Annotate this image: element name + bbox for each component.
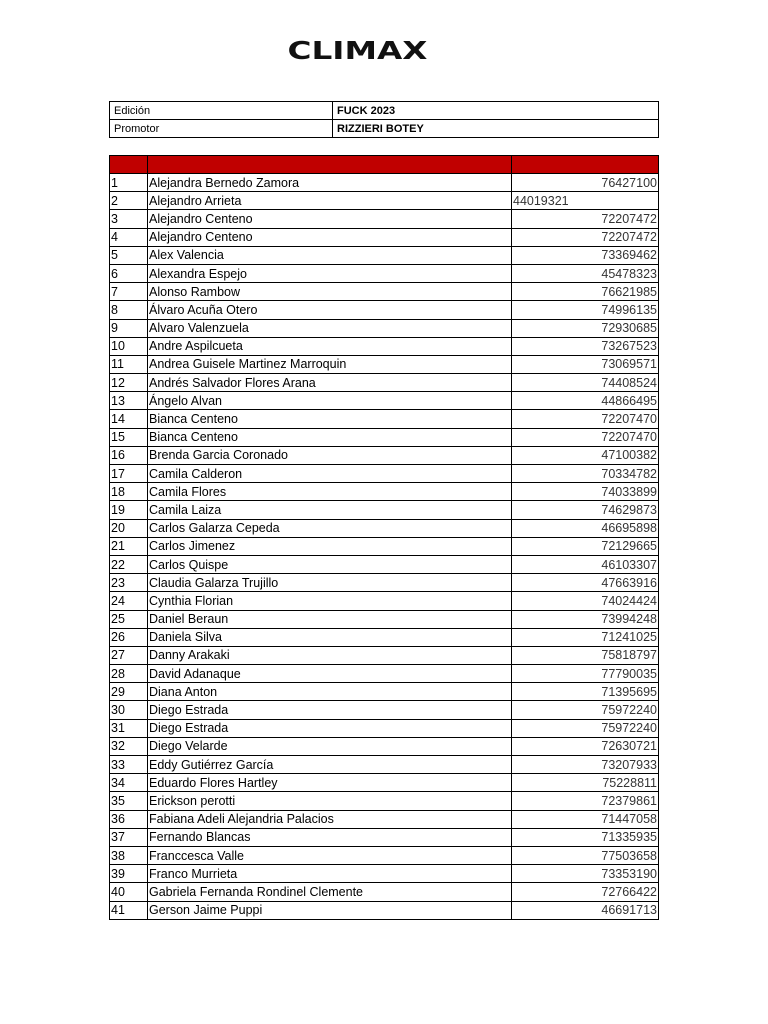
table-row <box>110 592 659 610</box>
guest-name: Franco Murrieta <box>148 865 512 883</box>
guest-id: 71395695 <box>512 683 659 701</box>
row-number: 26 <box>110 628 148 646</box>
edition-value: FUCK 2023 <box>333 102 659 120</box>
guest-id: 75818797 <box>512 646 659 664</box>
row-number: 2 <box>110 192 148 210</box>
row-number: 12 <box>110 374 148 392</box>
row-number: 17 <box>110 465 148 483</box>
row-number: 28 <box>110 665 148 683</box>
table-row <box>110 665 659 683</box>
guest-name: Carlos Quispe <box>148 555 512 573</box>
table-row <box>110 555 659 573</box>
row-number: 40 <box>110 883 148 901</box>
guest-name: Alexandra Espejo <box>148 264 512 282</box>
table-row <box>110 828 659 846</box>
guest-name: Álvaro Acuña Otero <box>148 301 512 319</box>
row-number: 36 <box>110 810 148 828</box>
row-number: 31 <box>110 719 148 737</box>
guest-name: Carlos Jimenez <box>148 537 512 555</box>
guest-name: Diego Estrada <box>148 701 512 719</box>
table-row <box>110 883 659 901</box>
guest-name: Fabiana Adeli Alejandria Palacios <box>148 810 512 828</box>
row-number: 20 <box>110 519 148 537</box>
row-number: 11 <box>110 355 148 373</box>
guest-name: Camila Laiza <box>148 501 512 519</box>
table-row <box>110 319 659 337</box>
header-cell-name <box>148 156 512 174</box>
table-row <box>110 465 659 483</box>
guest-id: 72129665 <box>512 537 659 555</box>
row-number: 29 <box>110 683 148 701</box>
row-number: 15 <box>110 428 148 446</box>
guest-name: Eddy Gutiérrez García <box>148 756 512 774</box>
guest-id: 72379861 <box>512 792 659 810</box>
guest-id: 77503658 <box>512 846 659 864</box>
table-row <box>110 228 659 246</box>
guest-id: 44866495 <box>512 392 659 410</box>
table-row <box>110 337 659 355</box>
guest-name: Eduardo Flores Hartley <box>148 774 512 792</box>
row-number: 18 <box>110 483 148 501</box>
row-number: 41 <box>110 901 148 919</box>
row-number: 23 <box>110 574 148 592</box>
row-number: 30 <box>110 701 148 719</box>
table-header-row <box>110 156 659 174</box>
guest-name: Diego Estrada <box>148 719 512 737</box>
row-number: 24 <box>110 592 148 610</box>
row-number: 33 <box>110 756 148 774</box>
row-number: 37 <box>110 828 148 846</box>
row-number: 34 <box>110 774 148 792</box>
guest-id: 75972240 <box>512 719 659 737</box>
table-row <box>110 192 659 210</box>
guest-id: 72207472 <box>512 210 659 228</box>
guest-id: 71241025 <box>512 628 659 646</box>
row-number: 16 <box>110 446 148 464</box>
guest-id: 73369462 <box>512 246 659 264</box>
guest-name: Daniel Beraun <box>148 610 512 628</box>
guest-name: Diana Anton <box>148 683 512 701</box>
guest-id: 75228811 <box>512 774 659 792</box>
table-row <box>110 610 659 628</box>
row-number: 6 <box>110 264 148 282</box>
table-row <box>110 901 659 919</box>
table-row <box>110 774 659 792</box>
guest-name: Fernando Blancas <box>148 828 512 846</box>
row-number: 8 <box>110 301 148 319</box>
guest-id: 44019321 <box>512 192 659 210</box>
row-number: 3 <box>110 210 148 228</box>
table-row <box>110 810 659 828</box>
guest-id: 72207472 <box>512 228 659 246</box>
guest-list-table <box>109 155 659 920</box>
row-number: 32 <box>110 737 148 755</box>
header-cell-id <box>512 156 659 174</box>
guest-name: Diego Velarde <box>148 737 512 755</box>
header-cell-number <box>110 156 148 174</box>
guest-id: 77790035 <box>512 665 659 683</box>
guest-id: 72207470 <box>512 428 659 446</box>
table-row <box>110 446 659 464</box>
row-number: 39 <box>110 865 148 883</box>
table-row <box>110 428 659 446</box>
table-row <box>110 374 659 392</box>
table-row <box>110 537 659 555</box>
guest-name: Danny Arakaki <box>148 646 512 664</box>
guest-id: 71447058 <box>512 810 659 828</box>
guest-name: David Adanaque <box>148 665 512 683</box>
row-number: 1 <box>110 174 148 192</box>
table-row <box>110 501 659 519</box>
guest-name: Brenda Garcia Coronado <box>148 446 512 464</box>
guest-name: Ángelo Alvan <box>148 392 512 410</box>
table-row <box>110 301 659 319</box>
table-row <box>110 174 659 192</box>
table-row <box>110 246 659 264</box>
guest-name: Andrea Guisele Martinez Marroquin <box>148 355 512 373</box>
promoter-value: RIZZIERI BOTEY <box>333 120 659 138</box>
climax-logo <box>287 37 428 63</box>
table-row <box>110 719 659 737</box>
guest-name: Daniela Silva <box>148 628 512 646</box>
row-number: 4 <box>110 228 148 246</box>
guest-name: Alejandro Centeno <box>148 210 512 228</box>
guest-name: Camila Calderon <box>148 465 512 483</box>
guest-name: Alejandro Arrieta <box>148 192 512 210</box>
guest-id: 46695898 <box>512 519 659 537</box>
row-number: 38 <box>110 846 148 864</box>
guest-id: 73207933 <box>512 756 659 774</box>
guest-name: Gabriela Fernanda Rondinel Clemente <box>148 883 512 901</box>
guest-id: 46691713 <box>512 901 659 919</box>
row-number: 14 <box>110 410 148 428</box>
table-row <box>110 792 659 810</box>
guest-id: 71335935 <box>512 828 659 846</box>
guest-id: 73267523 <box>512 337 659 355</box>
climax-logo-wordmark <box>287 37 428 63</box>
table-row <box>110 865 659 883</box>
guest-id: 70334782 <box>512 465 659 483</box>
table-row <box>110 683 659 701</box>
guest-id: 45478323 <box>512 264 659 282</box>
guest-id: 75972240 <box>512 701 659 719</box>
table-row <box>110 701 659 719</box>
table-row <box>110 283 659 301</box>
guest-id: 76427100 <box>512 174 659 192</box>
guest-name: Cynthia Florian <box>148 592 512 610</box>
guest-name: Andre Aspilcueta <box>148 337 512 355</box>
table-row <box>110 519 659 537</box>
row-number: 9 <box>110 319 148 337</box>
guest-id: 72930685 <box>512 319 659 337</box>
guest-id: 72207470 <box>512 410 659 428</box>
guest-name: Erickson perotti <box>148 792 512 810</box>
guest-name: Alvaro Valenzuela <box>148 319 512 337</box>
table-row <box>110 264 659 282</box>
guest-name: Alejandro Centeno <box>148 228 512 246</box>
table-row <box>110 737 659 755</box>
edition-label: Edición <box>110 102 333 120</box>
guest-id: 74996135 <box>512 301 659 319</box>
table-row <box>110 646 659 664</box>
table-row <box>110 210 659 228</box>
guest-id: 74024424 <box>512 592 659 610</box>
table-row <box>110 574 659 592</box>
row-number: 7 <box>110 283 148 301</box>
row-number: 10 <box>110 337 148 355</box>
edition-info-table <box>109 101 659 138</box>
table-row <box>110 410 659 428</box>
guest-id: 76621985 <box>512 283 659 301</box>
table-row <box>110 483 659 501</box>
table-row <box>110 355 659 373</box>
guest-name: Camila Flores <box>148 483 512 501</box>
row-number: 27 <box>110 646 148 664</box>
guest-id: 74408524 <box>512 374 659 392</box>
guest-id: 72766422 <box>512 883 659 901</box>
row-number: 5 <box>110 246 148 264</box>
guest-id: 47663916 <box>512 574 659 592</box>
row-number: 19 <box>110 501 148 519</box>
edition-row <box>110 102 659 120</box>
row-number: 13 <box>110 392 148 410</box>
guest-id: 47100382 <box>512 446 659 464</box>
promoter-row <box>110 120 659 138</box>
guest-name: Gerson Jaime Puppi <box>148 901 512 919</box>
guest-id: 46103307 <box>512 555 659 573</box>
guest-id: 74629873 <box>512 501 659 519</box>
row-number: 22 <box>110 555 148 573</box>
guest-id: 73353190 <box>512 865 659 883</box>
guest-id: 74033899 <box>512 483 659 501</box>
row-number: 35 <box>110 792 148 810</box>
table-row <box>110 756 659 774</box>
table-row <box>110 628 659 646</box>
guest-name: Alonso Rambow <box>148 283 512 301</box>
guest-name: Alejandra Bernedo Zamora <box>148 174 512 192</box>
guest-name: Carlos Galarza Cepeda <box>148 519 512 537</box>
guest-id: 73994248 <box>512 610 659 628</box>
guest-name: Bianca Centeno <box>148 410 512 428</box>
table-row <box>110 846 659 864</box>
guest-name: Bianca Centeno <box>148 428 512 446</box>
brand-text: CLIMAX <box>287 37 428 63</box>
table-row <box>110 392 659 410</box>
guest-name: Claudia Galarza Trujillo <box>148 574 512 592</box>
row-number: 21 <box>110 537 148 555</box>
guest-name: Andrés Salvador Flores Arana <box>148 374 512 392</box>
promoter-label: Promotor <box>110 120 333 138</box>
guest-id: 72630721 <box>512 737 659 755</box>
guest-name: Franccesca Valle <box>148 846 512 864</box>
guest-id: 73069571 <box>512 355 659 373</box>
row-number: 25 <box>110 610 148 628</box>
guest-name: Alex Valencia <box>148 246 512 264</box>
